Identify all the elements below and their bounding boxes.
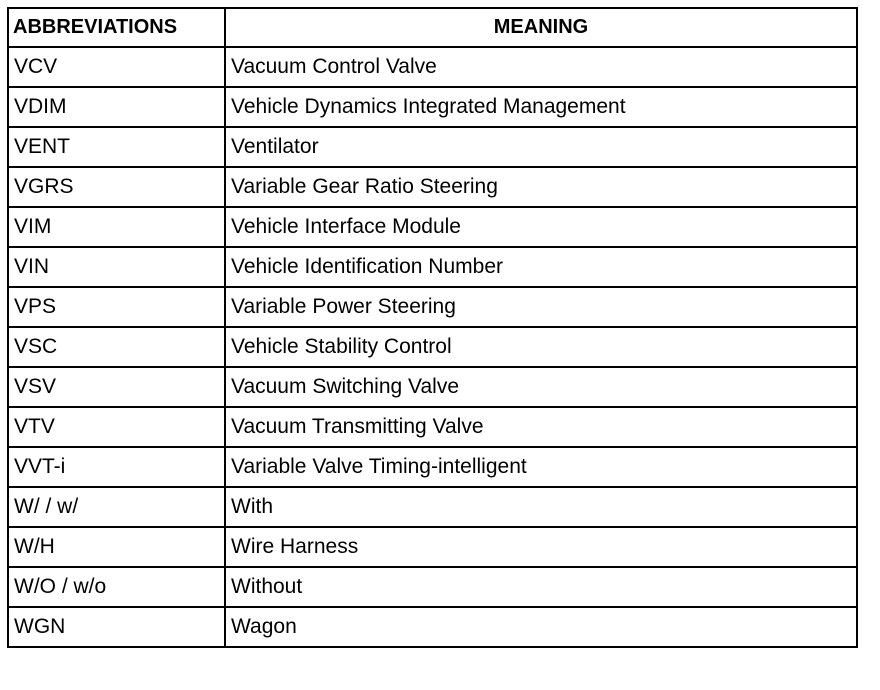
abbreviation-cell: VPS	[8, 287, 225, 327]
meaning-cell: Vacuum Control Valve	[225, 47, 857, 87]
table-row	[8, 487, 857, 527]
abbreviation-cell: W/ / w/	[8, 487, 225, 527]
table-row	[8, 287, 857, 327]
abbreviation-cell: VGRS	[8, 167, 225, 207]
table-header-row	[8, 8, 857, 47]
meaning-cell: Variable Gear Ratio Steering	[225, 167, 857, 207]
meaning-cell: Wagon	[225, 607, 857, 647]
meaning-cell: Variable Power Steering	[225, 287, 857, 327]
abbreviation-cell: VSV	[8, 367, 225, 407]
meaning-cell: Vacuum Transmitting Valve	[225, 407, 857, 447]
meaning-cell: Variable Valve Timing-intelligent	[225, 447, 857, 487]
abbreviation-cell: VCV	[8, 47, 225, 87]
abbreviation-cell: VENT	[8, 127, 225, 167]
table-row	[8, 607, 857, 647]
table-row	[8, 367, 857, 407]
abbreviation-cell: VSC	[8, 327, 225, 367]
header-abbreviations: ABBREVIATIONS	[8, 8, 225, 47]
table-row	[8, 447, 857, 487]
meaning-cell: With	[225, 487, 857, 527]
table-row	[8, 327, 857, 367]
meaning-cell: Vehicle Identification Number	[225, 247, 857, 287]
abbreviation-cell: WGN	[8, 607, 225, 647]
table-row	[8, 567, 857, 607]
header-meaning: MEANING	[225, 8, 857, 47]
meaning-cell: Ventilator	[225, 127, 857, 167]
table-row	[8, 87, 857, 127]
abbreviation-cell: VDIM	[8, 87, 225, 127]
table-row	[8, 527, 857, 567]
meaning-cell: Vehicle Stability Control	[225, 327, 857, 367]
table-row	[8, 247, 857, 287]
table-row	[8, 167, 857, 207]
meaning-cell: Vehicle Dynamics Integrated Management	[225, 87, 857, 127]
meaning-cell: Wire Harness	[225, 527, 857, 567]
abbreviation-cell: VIN	[8, 247, 225, 287]
table-row	[8, 207, 857, 247]
table-row	[8, 407, 857, 447]
table-row	[8, 127, 857, 167]
table-row	[8, 47, 857, 87]
abbreviation-cell: VVT-i	[8, 447, 225, 487]
abbreviations-table	[7, 7, 858, 648]
meaning-cell: Vacuum Switching Valve	[225, 367, 857, 407]
abbreviation-cell: VTV	[8, 407, 225, 447]
abbreviation-cell: W/O / w/o	[8, 567, 225, 607]
abbreviation-cell: W/H	[8, 527, 225, 567]
meaning-cell: Without	[225, 567, 857, 607]
meaning-cell: Vehicle Interface Module	[225, 207, 857, 247]
abbreviation-cell: VIM	[8, 207, 225, 247]
